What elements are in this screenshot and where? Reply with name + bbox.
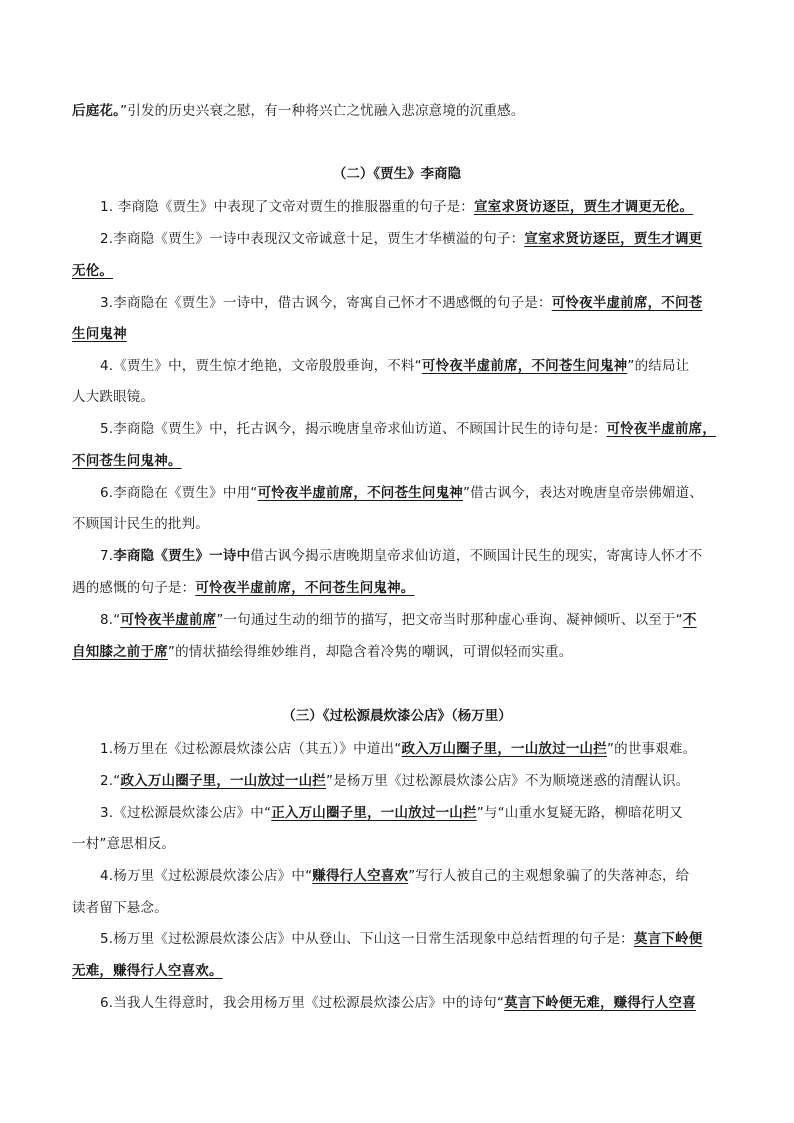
list-item [100,483,722,503]
list-item-continuation [72,642,722,662]
bold-text: 李商隐《贾生》一诗中 [113,548,251,564]
text: 人大跌眼镜。 [72,389,155,405]
list-item-continuation [72,451,722,471]
text: 6.当我人生得意时，我会用杨万里《过松源晨炊漆公店》中的诗句“ [100,995,505,1011]
list-item [100,739,722,759]
answer-text: 正入万山圈子里，一山放过一山拦 [271,805,477,821]
list-item [100,610,722,630]
list-item-continuation [72,387,722,407]
answer-text: 赚得行人空喜欢 [312,868,409,884]
text: 2.李商隐《贾生》一诗中表现汉文帝诚意十足，贾生才华横溢的句子： [100,231,525,247]
text: ”的世事艰难。 [606,741,697,757]
answer-text: 宣室求贤访逐臣，贾生才调更无伦。 [473,199,694,215]
text: ”写行人被自己的主观想象骗了的失落神态，给 [408,868,690,884]
text: 5.李商隐《贾生》中，托古讽今，揭示晚唐皇帝求仙访道、不顾国计民生的诗句是： [100,421,607,437]
list-item [100,197,722,217]
text: ”的情状描绘得维妙维肖，却隐含着冷隽的嘲讽，可谓似轻而实重。 [167,644,573,660]
answer-text: 不问苍生问鬼神。 [72,453,182,469]
answer-text: 生问鬼神 [72,326,127,342]
text: 4.杨万里《过松源晨炊漆公店》中“ [100,868,313,884]
answer-text: 可怜夜半虚前席，不问苍 [551,295,703,311]
bold-text: 后庭花。 [72,103,121,119]
answer-text: 无伦。 [72,263,114,279]
text: 7. [100,548,114,564]
text: 2.“ [100,773,121,789]
list-item [100,419,722,439]
list-item [100,771,722,791]
list-item [100,356,722,376]
answer-text: 宣室求贤访逐臣，贾生才调更 [524,231,703,247]
paragraph-continuation [72,101,722,121]
answer-text: 可怜夜半虚前席， [606,421,717,437]
text: 读者留下悬念。 [72,900,168,916]
text: ”引发的历史兴衰之慰，有一种将兴亡之忧融入悲凉意境的沉重感。 [120,103,525,119]
list-item [100,866,722,886]
text: 1.杨万里在《过松源晨炊漆公店（其五）》中道出“ [100,741,402,757]
list-item-continuation [72,578,722,598]
answer-text: 莫言下岭便无难，赚得行人空喜 [504,995,696,1011]
answer-text: 自知膝之前于席 [72,644,168,660]
text: ”与“山重水复疑无路，柳暗花明又 [476,805,683,821]
list-item-continuation [72,514,722,534]
answer-text: 莫言下岭便 [633,931,703,947]
answer-text: 政入万山圈子里，一山放过一山拦 [401,741,607,757]
text: 遇的感慨的句子是： [72,580,196,596]
list-item-continuation [72,324,722,344]
text: 5.杨万里《过松源晨炊漆公店》中从登山、下山这一日常生活现象中总结哲理的句子是： [100,931,634,947]
section-heading-songyuan: （三）《过松源晨炊漆公店》（杨万里） [282,708,512,724]
list-item [100,293,722,313]
text: 4.《贾生》中，贾生惊才绝艳，文帝殷殷垂询，不料“ [100,358,422,374]
text: ”是杨万里《过松源晨炊漆公店》不为顺境迷惑的清醒认识。 [325,773,690,789]
text: 8.“ [100,612,121,628]
text: 不顾国计民生的批判。 [72,516,209,532]
list-item [100,929,722,949]
text: 3.《过松源晨炊漆公店》中“ [100,805,272,821]
list-item [100,993,722,1013]
text: ”借古讽今，表达对晚唐皇帝崇佛媚道、 [462,485,704,501]
answer-text: 可怜夜半虚前席 [120,612,217,628]
answer-text: 无难，赚得行人空喜欢。 [72,963,223,979]
list-item [100,229,722,249]
text: 借古讽今揭示唐晚期皇帝求仙访道，不顾国计民生的现实，寄寓诗人怀才不 [250,548,703,564]
list-item [100,803,722,823]
list-item-continuation [72,834,722,854]
answer-text: 可怜夜半虚前席，不问苍生问鬼神。 [195,580,415,596]
answer-text: 不 [682,612,697,628]
text: 6.李商隐在《贾生》中用“ [100,485,258,501]
text: 一村”意思相反。 [72,836,176,852]
text: 1. 李商隐《贾生》中表现了文帝对贾生的推服器重的句子是： [100,199,474,215]
text: ”一句通过生动的细节的描写，把文帝当时那种虚心垂询、凝神倾听、以至于“ [216,612,683,628]
answer-text: 可怜夜半虚前席，不问苍生问鬼神 [257,485,463,501]
section-heading-jiasheng: （二）《贾生》李商隐 [332,166,462,182]
text: ”的结局让 [627,358,690,374]
list-item-continuation [72,961,722,981]
list-item-continuation [72,898,722,918]
answer-text: 可怜夜半虚前席，不问苍生问鬼神 [421,358,628,374]
answer-text: 政入万山圈子里，一山放过一山拦 [120,773,326,789]
text: 3.李商隐在《贾生》一诗中，借古讽今，寄寓自己怀才不遇感慨的句子是： [100,295,552,311]
list-item-continuation [72,261,722,281]
list-item [100,546,722,566]
